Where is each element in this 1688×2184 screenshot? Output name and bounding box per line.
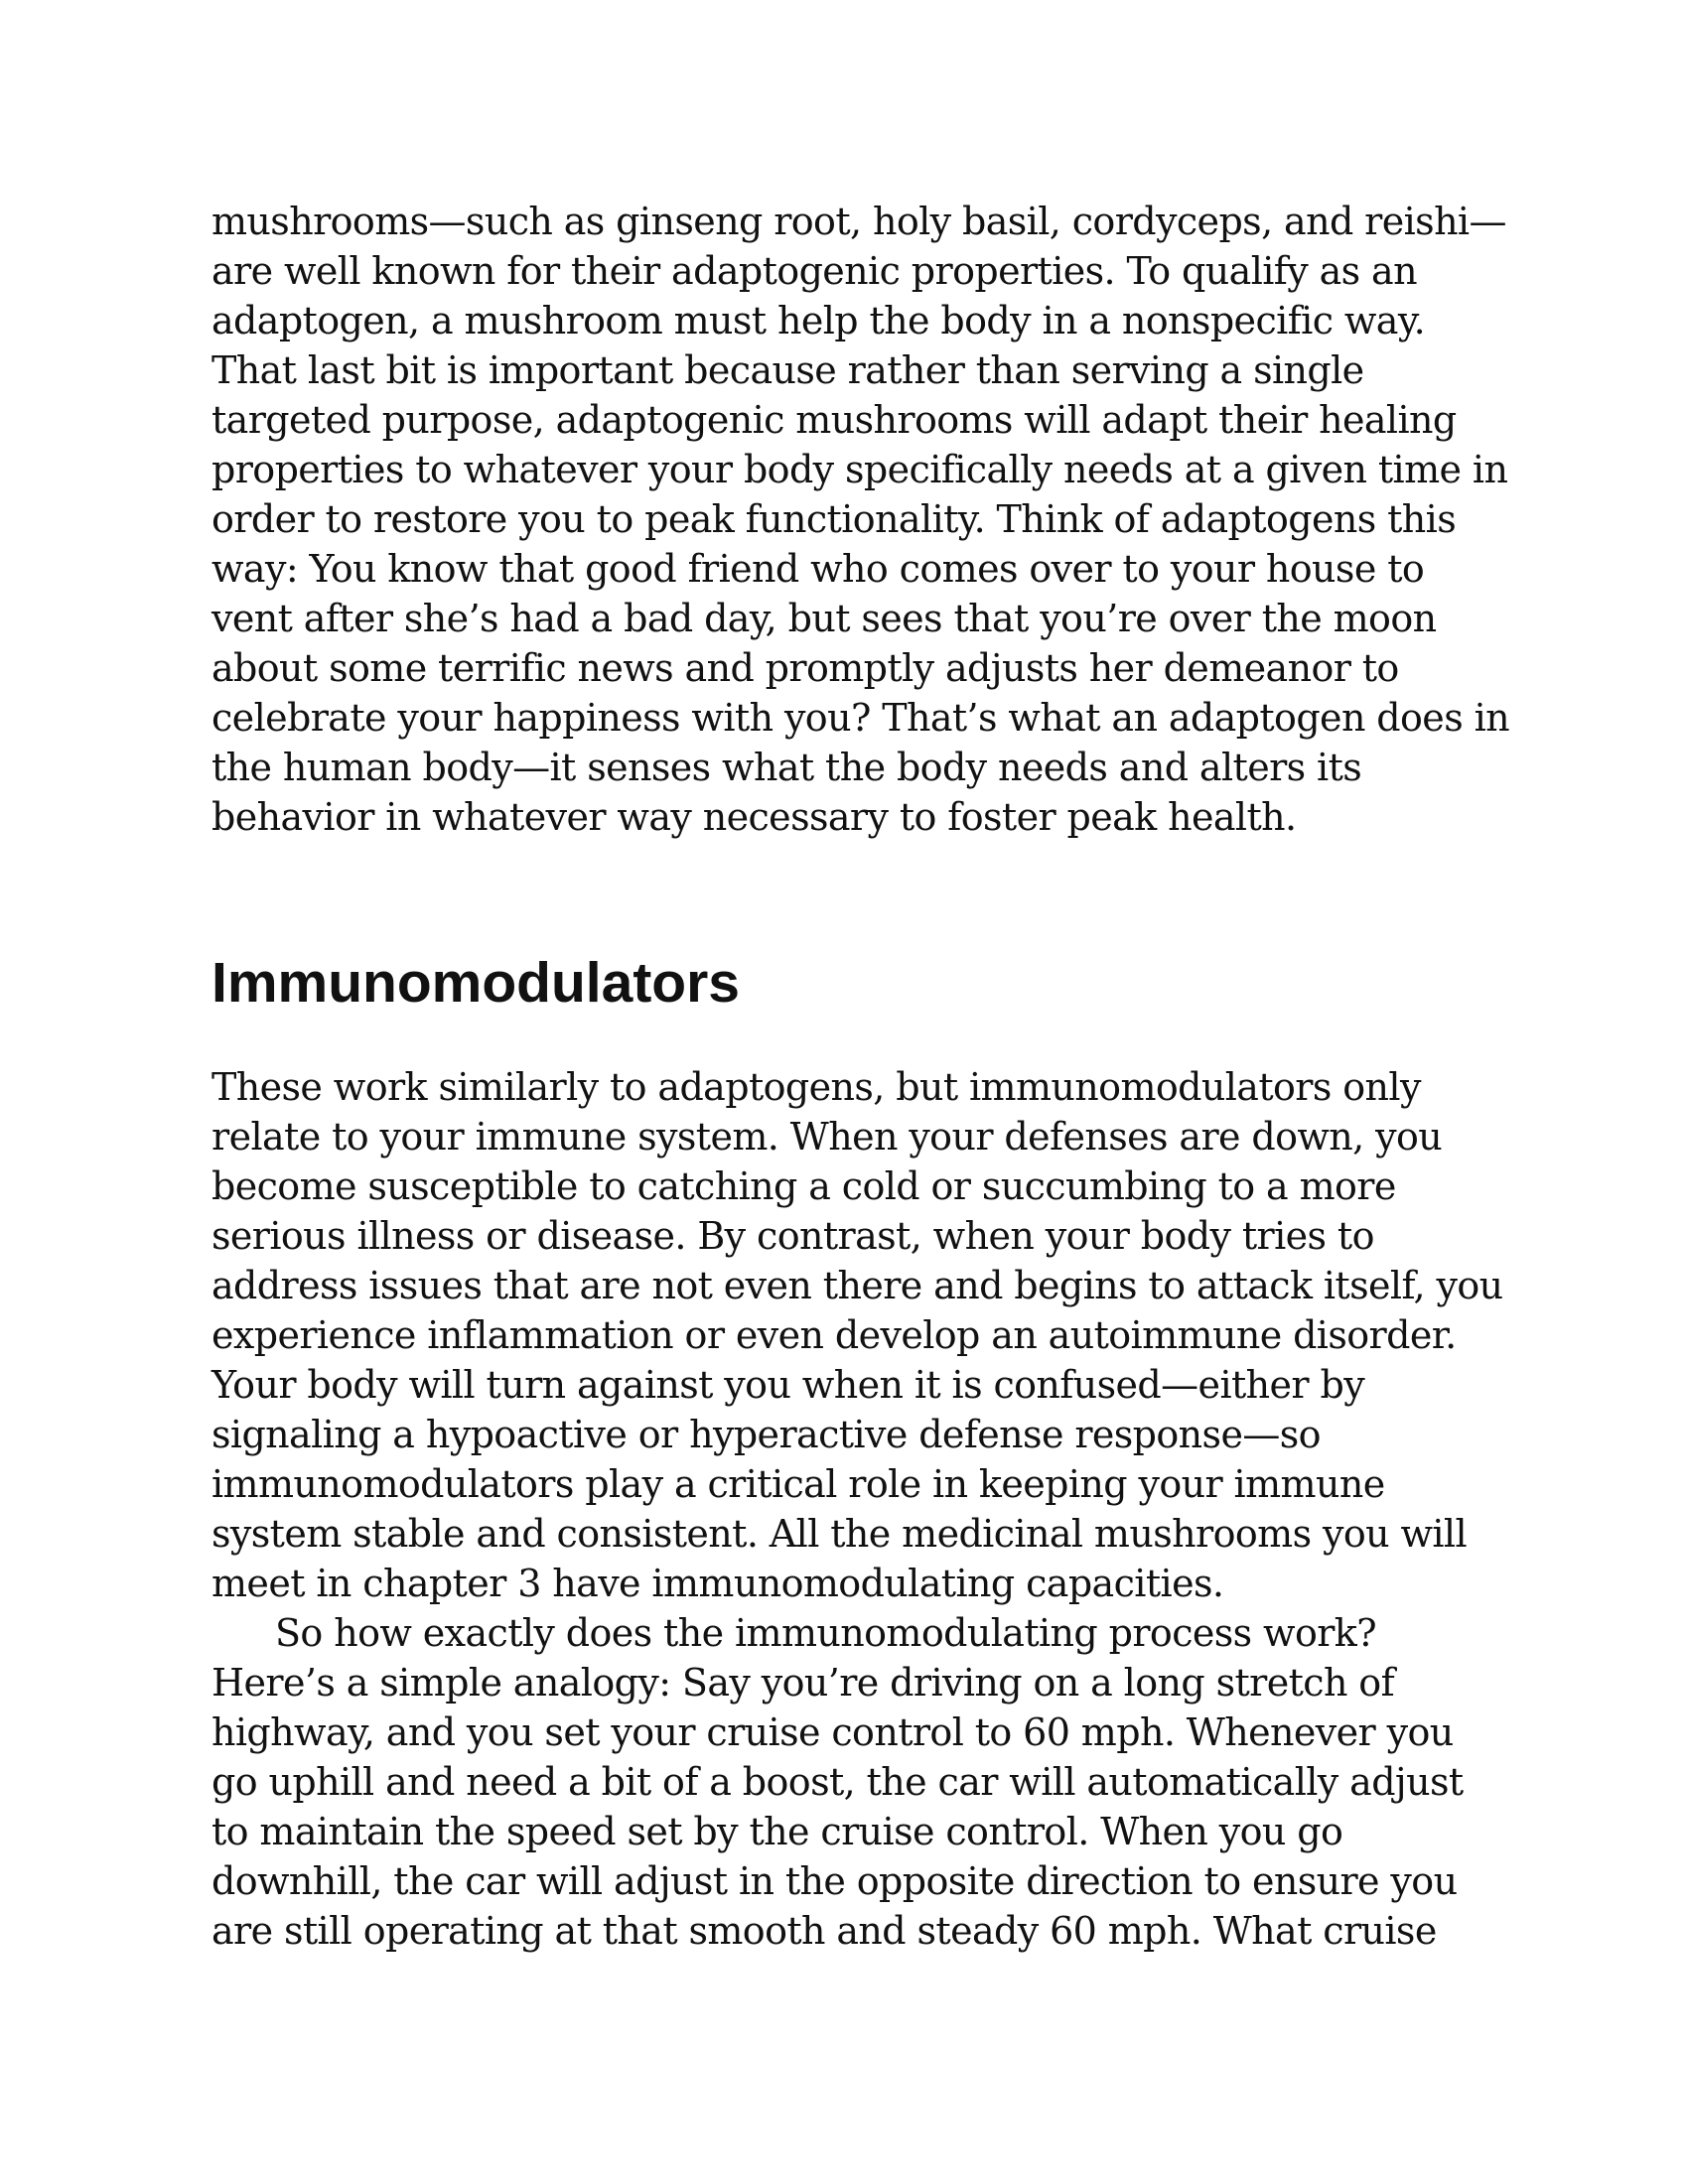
text-line: targeted purpose, adaptogenic mushrooms will adapt their healing [211, 398, 1457, 442]
text-line: relate to your immune system. When your defenses are down, you [211, 1115, 1443, 1159]
section-heading: Immunomodulators [211, 951, 741, 1015]
text-line: Your body will turn against you when it is confused—either by [211, 1363, 1365, 1407]
text-line: system stable and consistent. All the medicinal mushrooms you will [211, 1512, 1468, 1556]
text-line: These work similarly to adaptogens, but immunomodulators only [211, 1065, 1421, 1109]
text-line: celebrate your happiness with you? That’s what an adaptogen does in [211, 696, 1510, 740]
text-line: immunomodulators play a critical role in keeping your immune [211, 1462, 1385, 1506]
text-line: behavior in whatever way necessary to foster peak health. [211, 795, 1297, 839]
text-line: downhill, the car will adjust in the opposite direction to ensure you [211, 1859, 1458, 1903]
text-line: address issues that are not even there and begins to attack itself, you [211, 1264, 1503, 1307]
text-line: highway, and you set your cruise control to 60 mph. Whenever you [211, 1710, 1454, 1754]
text-line: about some terrific news and promptly adjusts her demeanor to [211, 646, 1399, 690]
text-line: serious illness or disease. By contrast, when your body tries to [211, 1214, 1374, 1258]
text-line: become susceptible to catching a cold or succumbing to a more [211, 1164, 1396, 1208]
text-line: mushrooms—such as ginseng root, holy basil, cordyceps, and reishi— [211, 200, 1506, 243]
paragraph-adaptogens [211, 197, 1510, 842]
text-line: the human body—it senses what the body needs and alters its [211, 746, 1362, 789]
text-line: order to restore you to peak functionality. Think of adaptogens this [211, 497, 1457, 541]
text-line: experience inflammation or even develop an autoimmune disorder. [211, 1313, 1457, 1357]
text-line: vent after she’s had a bad day, but sees that you’re over the moon [211, 597, 1437, 640]
text-line: signaling a hypoactive or hyperactive defense response—so [211, 1413, 1321, 1456]
text-line: Here’s a simple analogy: Say you’re driving on a long stretch of [211, 1661, 1395, 1705]
text-line: adaptogen, a mushroom must help the body in a nonspecific way. [211, 299, 1426, 342]
text-line: are still operating at that smooth and steady 60 mph. What cruise [211, 1909, 1437, 1953]
text-line: to maintain the speed set by the cruise control. When you go [211, 1810, 1343, 1853]
text-line: meet in chapter 3 have immunomodulating capacities. [211, 1562, 1224, 1605]
text-line: way: You know that good friend who comes over to your house to [211, 547, 1425, 591]
text-line: are well known for their adaptogenic properties. To qualify as an [211, 249, 1417, 293]
text-line: properties to whatever your body specifically needs at a given time in [211, 448, 1508, 491]
text-line: go uphill and need a bit of a boost, the car will automatically adjust [211, 1760, 1464, 1804]
text-line: That last bit is important because rather than serving a single [211, 348, 1364, 392]
text-line: So how exactly does the immunomodulating process work? [275, 1611, 1377, 1655]
paragraph-immunomodulators [211, 1062, 1502, 1956]
